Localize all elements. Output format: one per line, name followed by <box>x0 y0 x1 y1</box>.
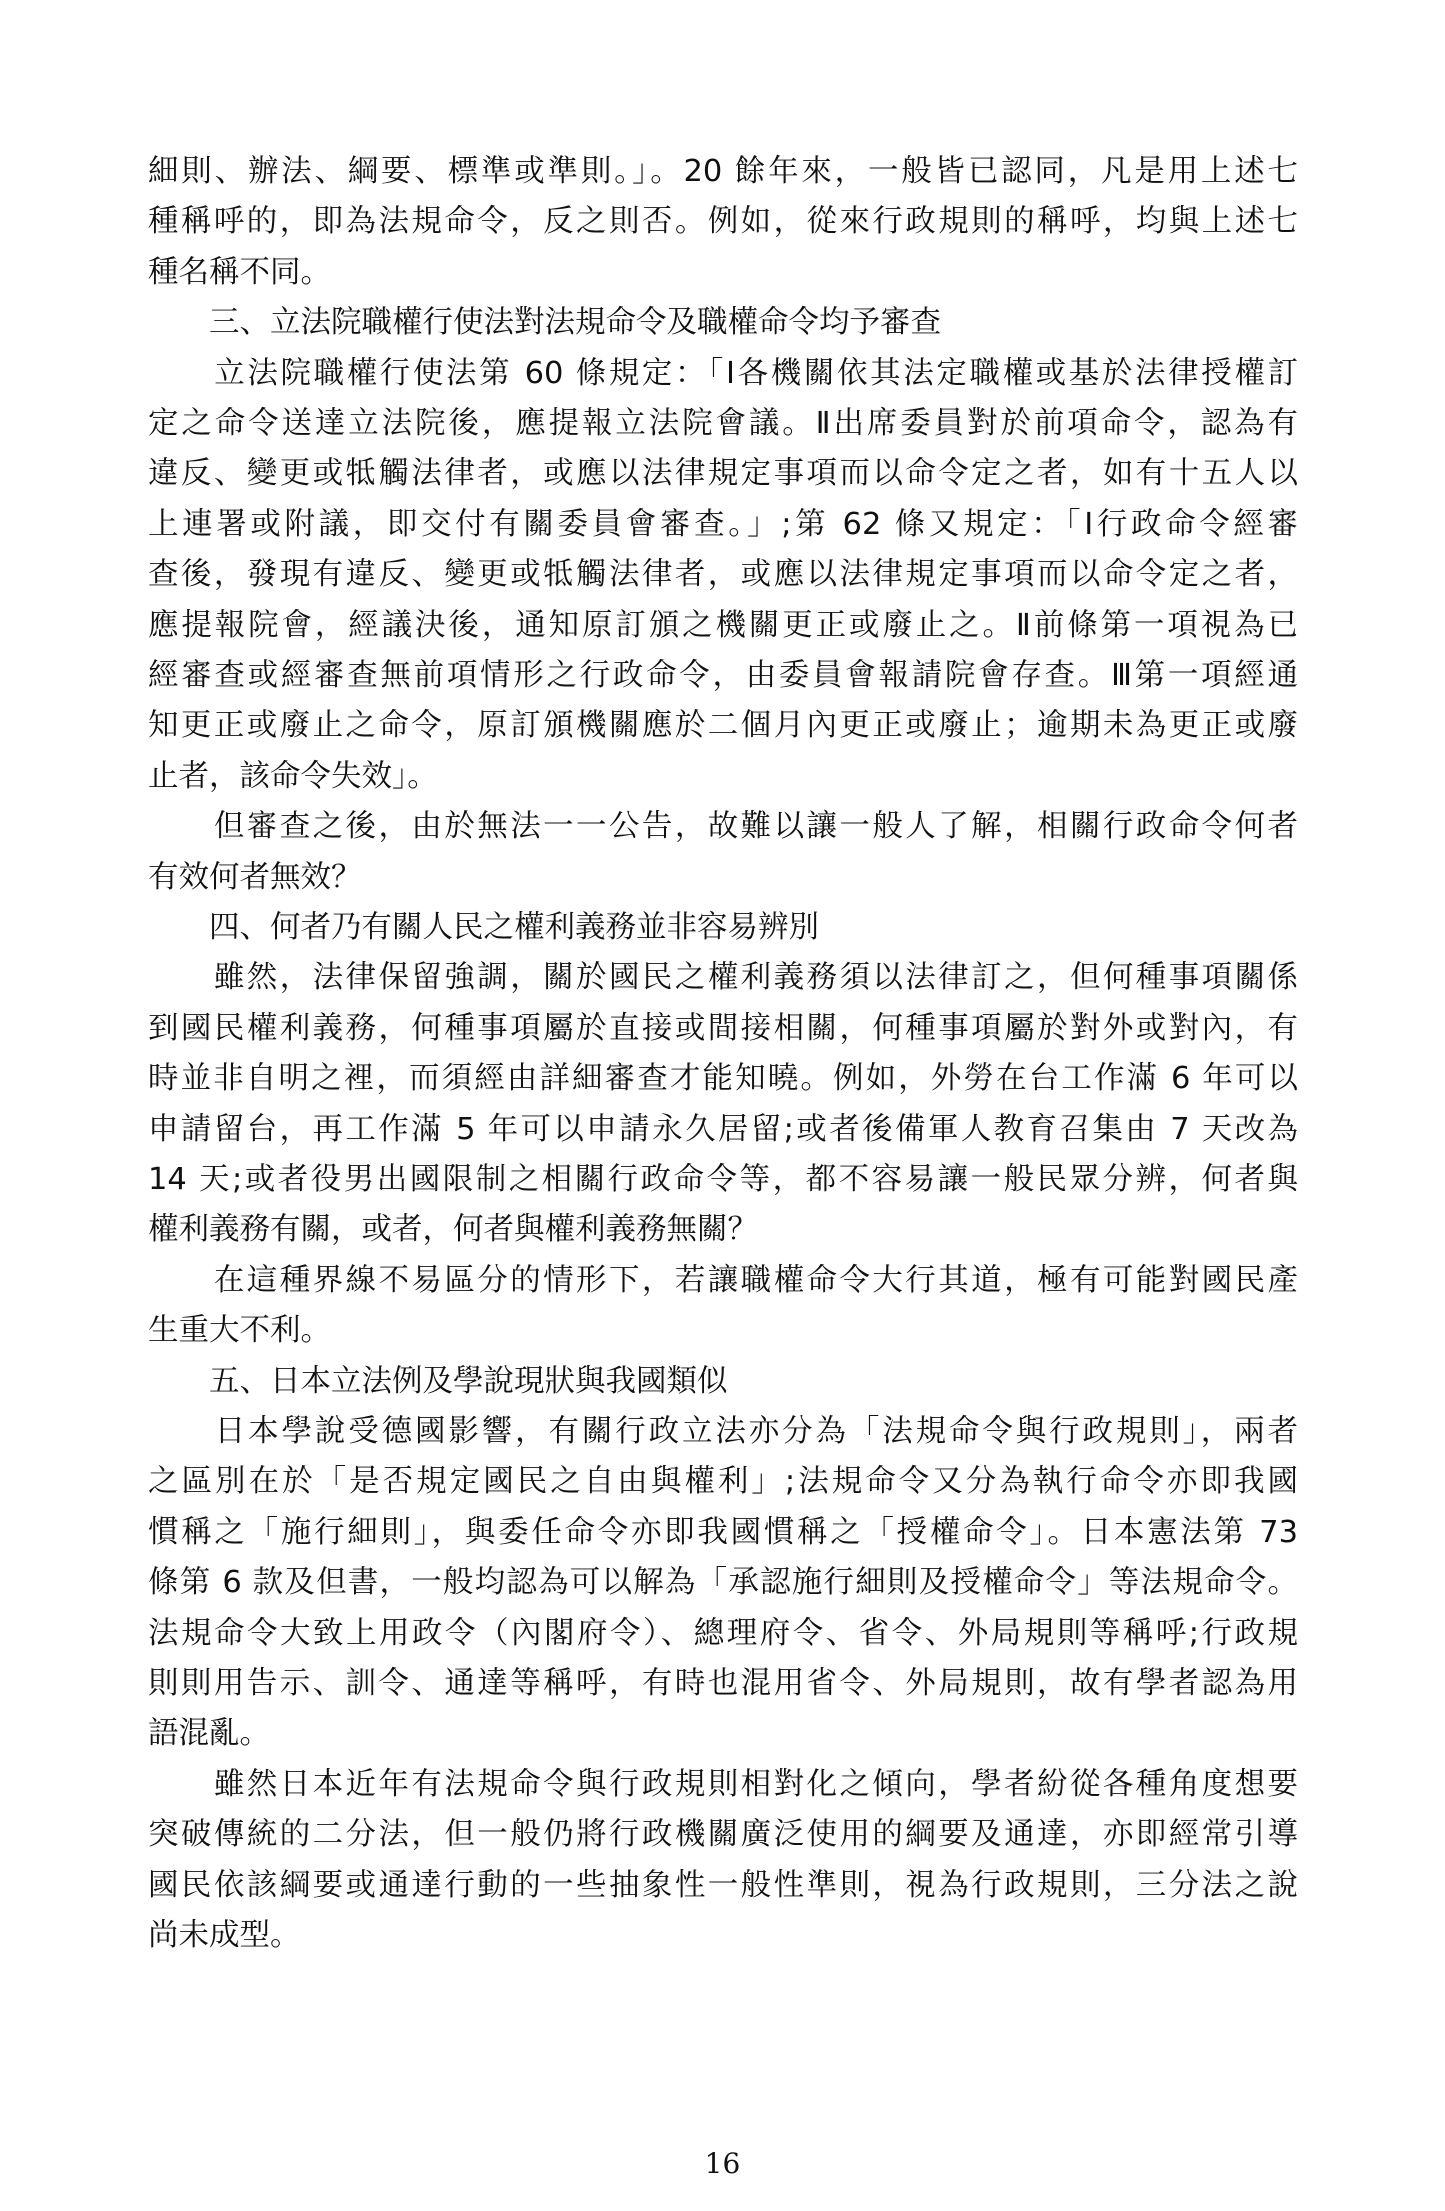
text-line: 違反、變更或牴觸法律者，或應以法律規定事項而以命令定之者，如有十五人以 <box>148 456 1298 492</box>
text-line: 則則用告示、訓令、通達等稱呼，有時也混用省令、外局規則，故有學者認為用 <box>148 1666 1298 1701</box>
text-line: 到國民權利義務，何種事項屬於直接或間接相關，何種事項屬於對外或對內，有 <box>148 1010 1298 1046</box>
text-line: 生重大不利。 <box>148 1313 331 1349</box>
text-line: 經審查或經審查無前項情形之行政命令，由委員會報請院會存查。Ⅲ第一項經通 <box>148 658 1298 693</box>
text-line: 之區別在於「是否規定國民之自由與權利」;法規命令又分為執行命令亦即我國 <box>148 1464 1298 1500</box>
text-line: 細則、辦法、綱要、標準或準則。」。20 餘年來，一般皆已認同，凡是用上述七 <box>148 154 1298 189</box>
text-line: 上連署或附議，即交付有關委員會審查。」;第 62 條又規定：「Ⅰ行政命令經審 <box>148 506 1298 542</box>
text-line: 法規命令大致上用政令（內閣府令）、總理府令、省令、外局規則等稱呼;行政規 <box>148 1615 1298 1651</box>
text-line: 條第 6 款及但書，一般均認為可以解為「承認施行細則及授權命令」等法規命令。 <box>148 1565 1298 1601</box>
text-line: 時並非自明之裡，而須經由詳細審查才能知曉。例如，外勞在台工作滿 6 年可以 <box>148 1061 1298 1097</box>
text-line: 申請留台，再工作滿 5 年可以申請永久居留;或者後備軍人教育召集由 7 天改為 <box>148 1111 1298 1147</box>
text-line: 但審查之後，由於無法一一公告，故難以讓一般人了解，相關行政命令何者 <box>148 809 1298 845</box>
text-line: 14 天;或者役男出國限制之相關行政命令等，都不容易讓一般民眾分辨，何者與 <box>148 1162 1298 1197</box>
text-line: 尚未成型。 <box>148 1918 301 1953</box>
text-line: 語混亂。 <box>148 1716 270 1752</box>
text-line: 應提報院會，經議決後，通知原訂頒之機關更正或廢止之。Ⅱ前條第一項視為已 <box>148 607 1298 643</box>
text-line: 種名稱不同。 <box>148 254 331 290</box>
text-line: 知更正或廢止之命令，原訂頒機關應於二個月內更正或廢止；逾期未為更正或廢 <box>148 708 1298 744</box>
page-number: 16 <box>704 2147 741 2180</box>
text-line: 雖然日本近年有法規命令與行政規則相對化之傾向，學者紛從各種角度想要 <box>148 1766 1298 1802</box>
text-line: 在這種界線不易區分的情形下，若讓職權命令大行其道，極有可能對國民產 <box>148 1262 1298 1298</box>
text-line: 種稱呼的，即為法規命令，反之則否。例如，從來行政規則的稱呼，均與上述七 <box>148 204 1298 240</box>
text-line: 國民依該綱要或通達行動的一些抽象性一般性準則，視為行政規則，三分法之說 <box>148 1867 1298 1903</box>
text-line: 突破傳統的二分法，但一般仍將行政機關廣泛使用的綱要及通達，亦即經常引導 <box>148 1817 1298 1853</box>
text-line: 日本學說受德國影響，有關行政立法亦分為「法規命令與行政規則」，兩者 <box>148 1414 1298 1449</box>
text-line: 立法院職權行使法第 60 條規定：「Ⅰ各機關依其法定職權或基於法律授權訂 <box>148 355 1298 391</box>
text-line: 查後，發現有違反、變更或牴觸法律者，或應以法律規定事項而以命令定之者， <box>148 557 1298 593</box>
text-line: 慣稱之「施行細則」，與委任命令亦即我國慣稱之「授權命令」。日本憲法第 73 <box>148 1514 1298 1550</box>
text-line: 定之命令送達立法院後，應提報立法院會議。Ⅱ出席委員對於前項命令，認為有 <box>148 406 1298 441</box>
text-line: 權利義務有關，或者，何者與權利義務無關？ <box>148 1212 758 1248</box>
text-line: 四、何者乃有關人民之權利義務並非容易辨別 <box>148 910 819 945</box>
text-line: 止者，該命令失效」。 <box>148 758 438 794</box>
text-line: 有效何者無效？ <box>148 859 362 895</box>
text-line: 五、日本立法例及學說現狀與我國類似 <box>148 1363 728 1399</box>
text-line: 三、立法院職權行使法對法規命令及職權命令均予審查 <box>148 305 941 341</box>
text-line: 雖然，法律保留強調，關於國民之權利義務須以法律訂之，但何種事項關係 <box>148 960 1298 996</box>
